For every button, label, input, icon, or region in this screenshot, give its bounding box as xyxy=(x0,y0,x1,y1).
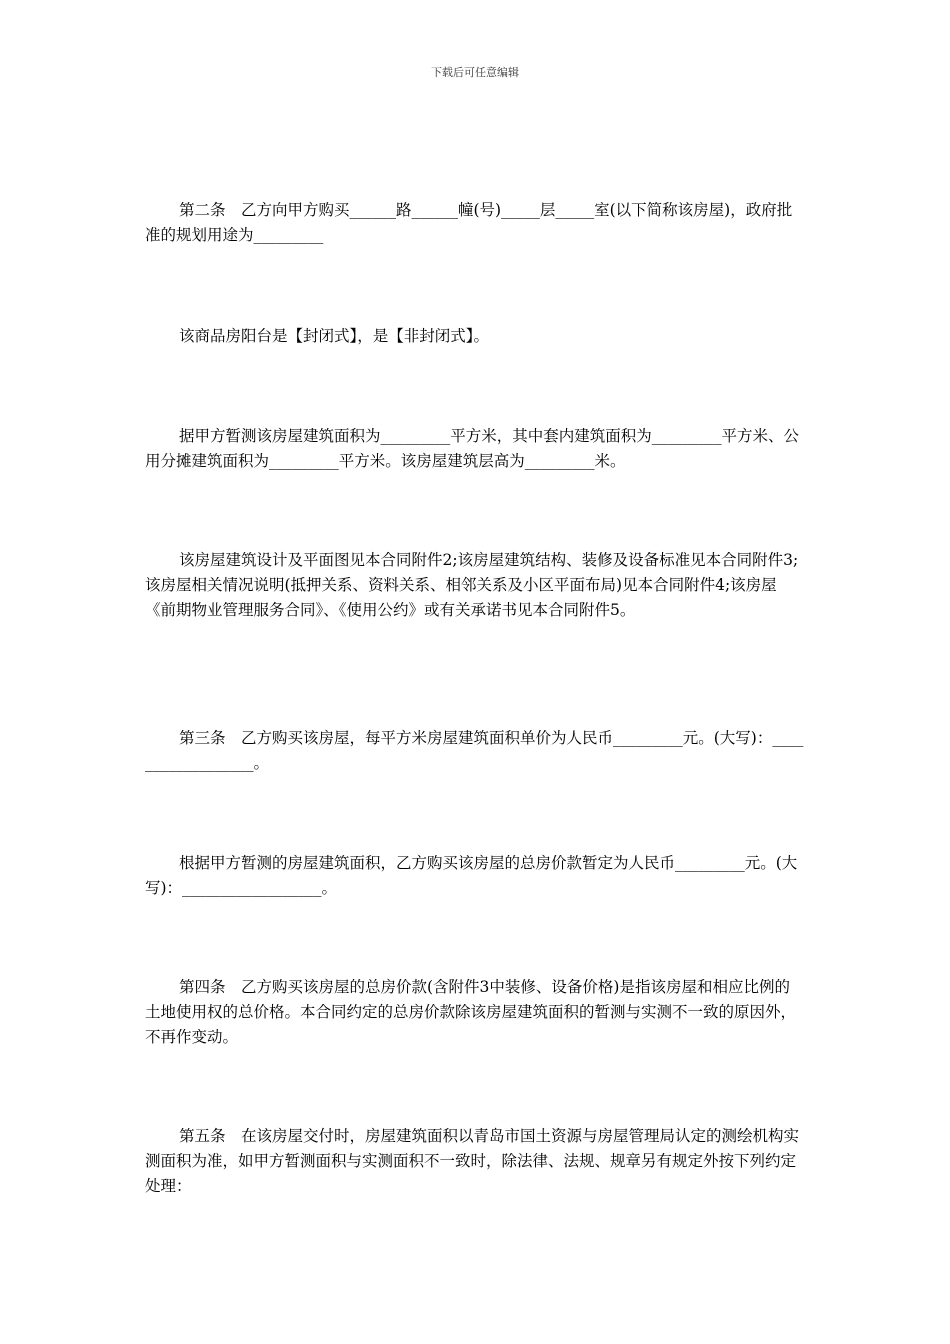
balcony-paragraph: 该商品房阳台是【封闭式】，是【非封闭式】。 xyxy=(179,327,490,345)
article-2-paragraph: 第二条 乙方向甲方购买______路______幢(号)_____层_____室(以下简称该房屋)，政府批准的规划用途为_________ xyxy=(145,201,793,244)
area-paragraph: 据甲方暂测该房屋建筑面积为_________平方米，其中套内建筑面积为_________平方米、公用分摊建筑面积为_________平方米。该房屋建筑层高为_________米。 xyxy=(145,427,800,470)
total-price-paragraph: 根据甲方暂测的房屋建筑面积，乙方购买该房屋的总房价款暂定为人民币_________元。(大写)：__________________。 xyxy=(145,854,798,897)
article-4-paragraph: 第四条 乙方购买该房屋的总房价款(含附件3中装修、设备价格)是指该房屋和相应比例的土地使用权的总价格。本合同约定的总房价款除该房屋建筑面积的暂测与实测不一致的原因外，不再作变动。 xyxy=(145,978,797,1046)
article-3-paragraph: 第三条 乙方购买该房屋，每平方米房屋建筑面积单价为人民币_________元。(大写)：__________________。 xyxy=(145,729,804,772)
header-note: 下载后可任意编辑 xyxy=(431,66,519,79)
article-5-paragraph: 第五条 在该房屋交付时，房屋建筑面积以青岛市国土资源与房屋管理局认定的测绘机构实测面积为准，如甲方暂测面积与实测面积不一致时，除法律、法规、规章另有规定外按下列约定处理： xyxy=(145,1127,800,1195)
attachments-paragraph: 该房屋建筑设计及平面图见本合同附件2;该房屋建筑结构、装修及设备标准见本合同附件3;该房屋相关情况说明(抵押关系、资料关系、相邻关系及小区平面布局)见本合同附件4;该房屋《前期物业管理服务合同》、《使用公约》或有关承诺书见本合同附件5。 xyxy=(145,551,799,619)
